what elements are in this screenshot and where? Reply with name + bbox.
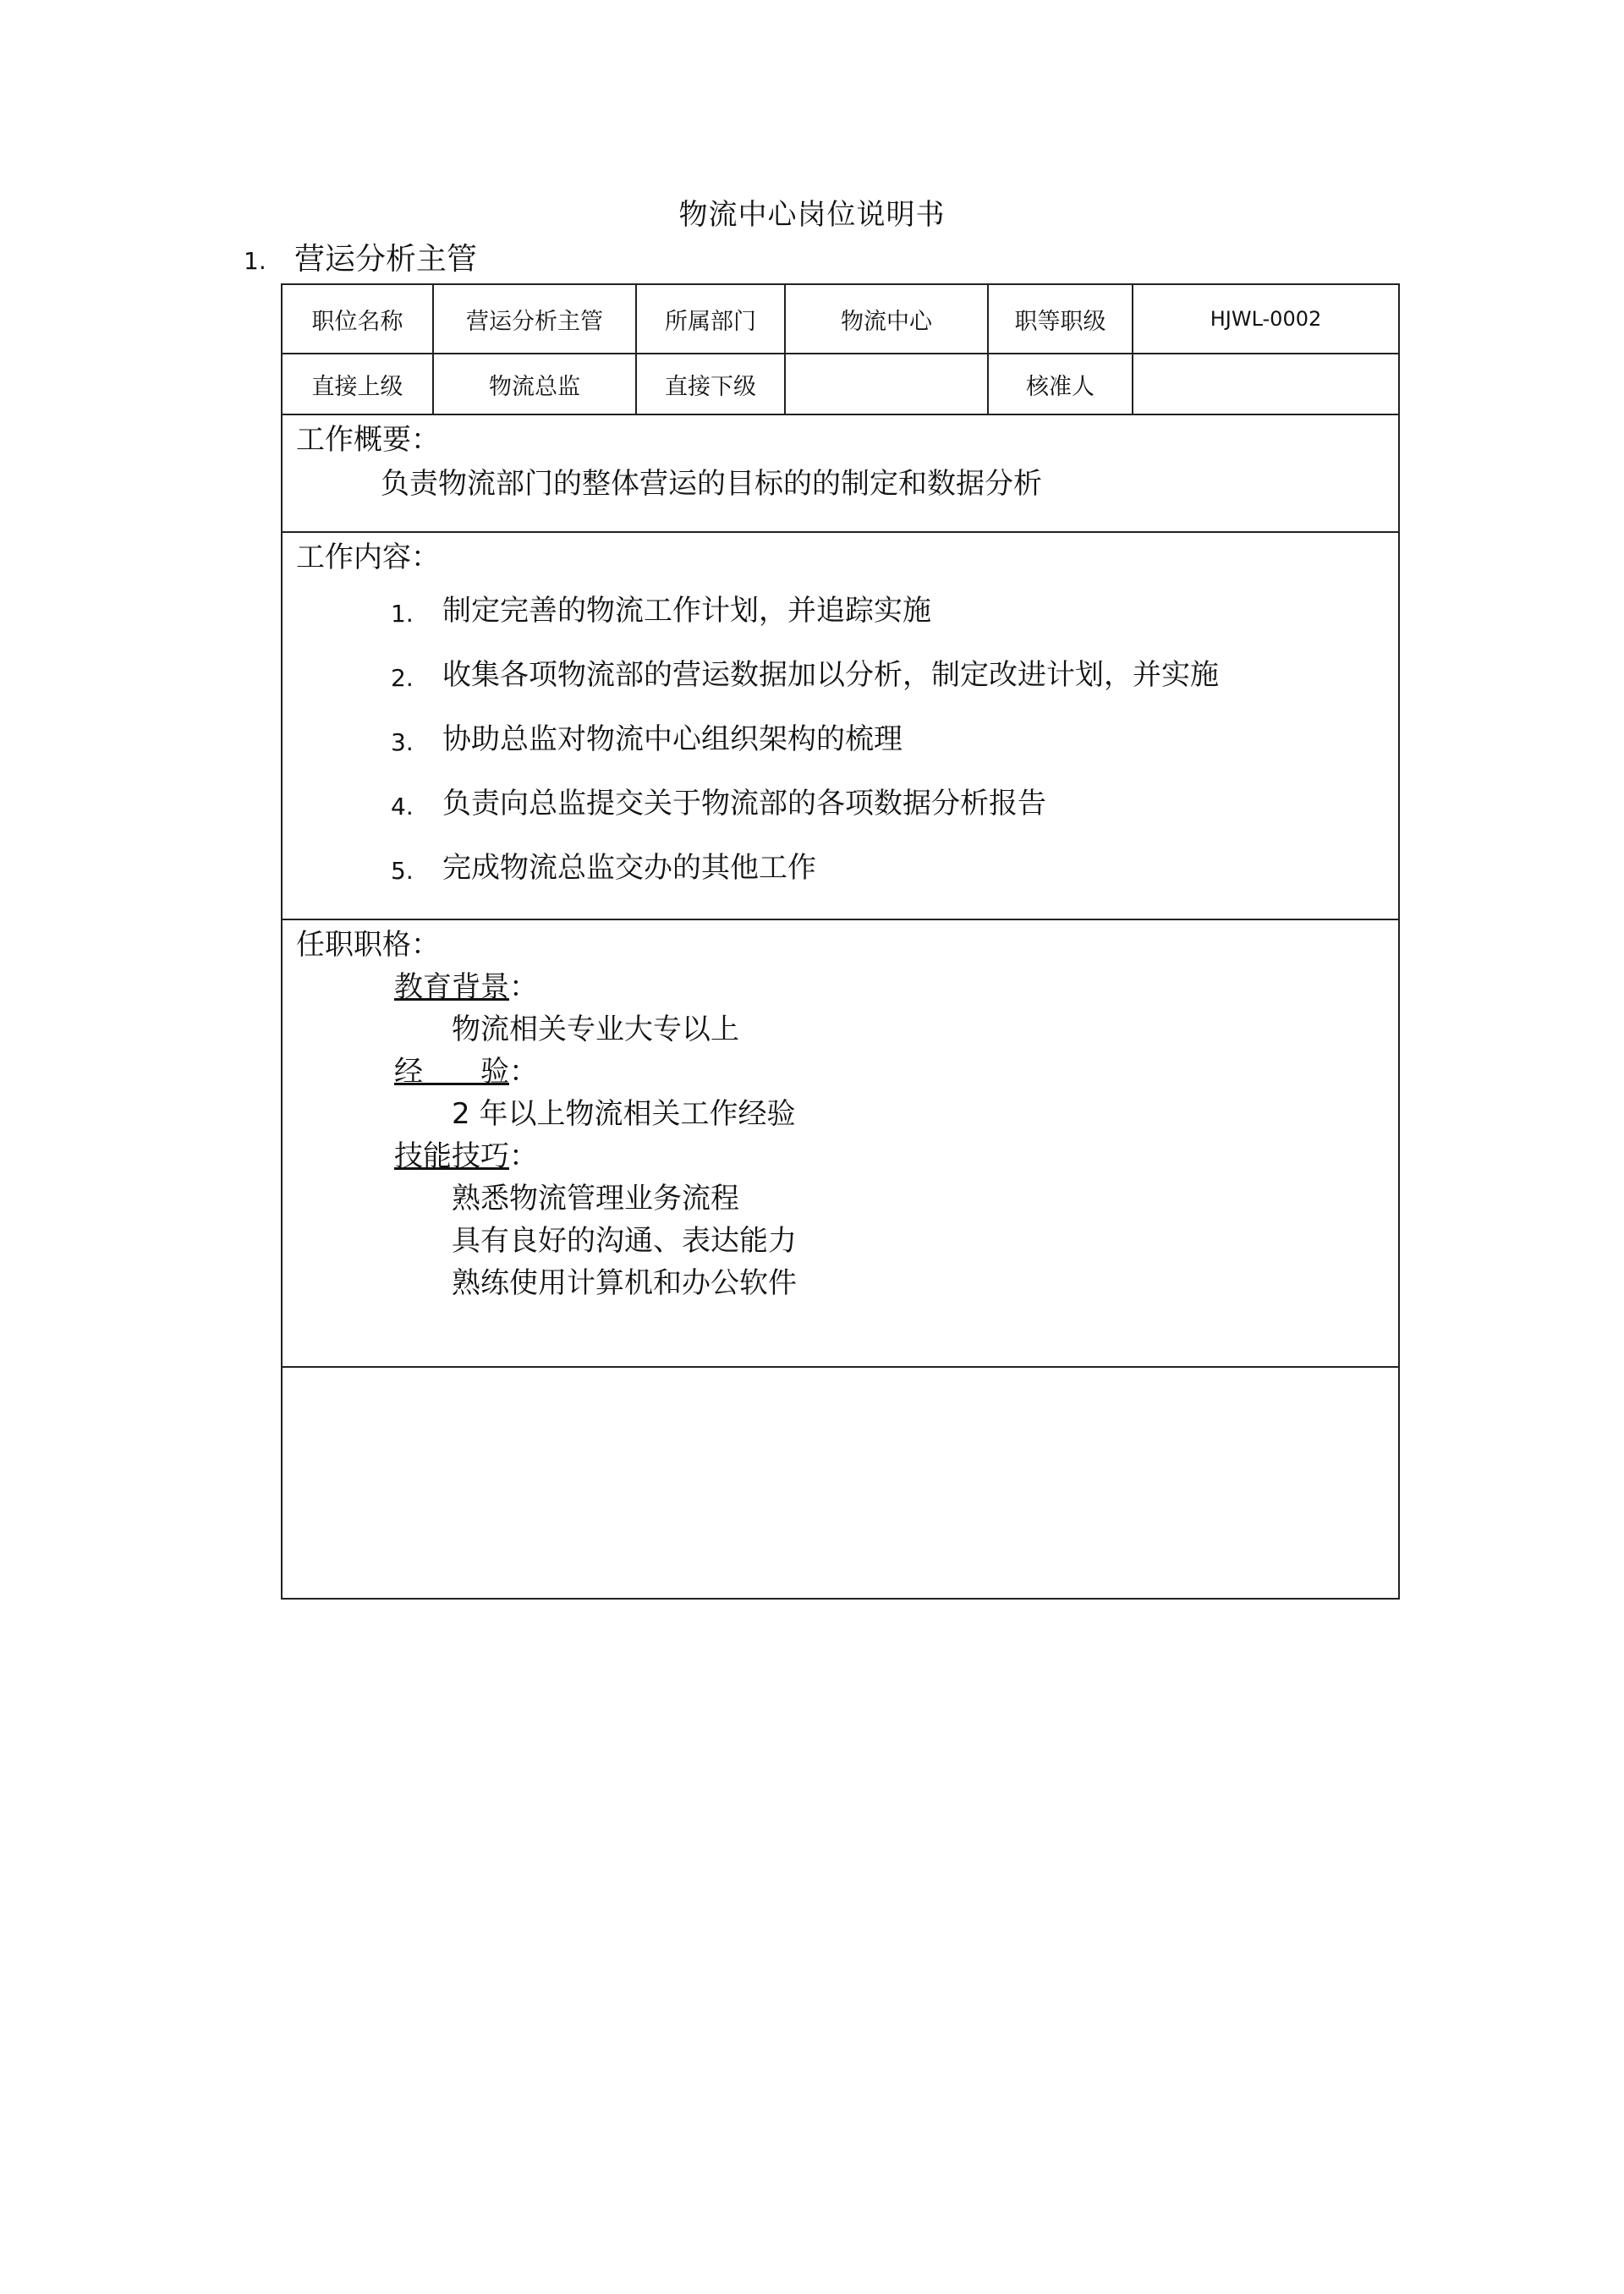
duties-label: 工作内容： [296,541,440,574]
summary-row [282,414,1399,532]
duty-number: 4. [391,793,414,820]
grade-value: HJWL-0002 [1133,284,1399,354]
experience-colon: ： [509,1055,538,1089]
summary-text: 负责物流部门的整体营运的目标的的制定和数据分析 [381,467,1042,501]
experience-label-line [296,1051,1398,1093]
education-colon: ： [509,970,538,1004]
duty-item [296,590,1398,655]
duties-list [296,590,1398,912]
duties-row [282,532,1399,919]
header-row-2 [282,354,1399,414]
position-name-label: 职位名称 [282,284,433,354]
duty-number: 2. [391,664,414,692]
duty-text: 完成物流总监交办的其他工作 [442,851,816,885]
experience-label: 经 验 [394,1055,509,1089]
experience-value: 2 年以上物流相关工作经验 [452,1097,796,1131]
qualifications-cell [282,919,1399,1367]
duty-text: 负责向总监提交关于物流部的各项数据分析报告 [442,787,1046,820]
department-value: 物流中心 [785,284,988,354]
duty-item [296,655,1398,719]
subordinate-label: 直接下级 [636,354,785,414]
education-label-line [296,966,1398,1008]
duty-number: 5. [391,857,414,885]
duty-item [296,783,1398,848]
duty-text: 收集各项物流部的营运数据加以分析，制定改进计划，并实施 [442,658,1219,692]
skills-label: 技能技巧 [394,1139,509,1173]
skills-label-line [296,1135,1398,1177]
duty-number: 1. [391,600,414,628]
skill-item: 熟悉物流管理业务流程 [452,1182,739,1216]
section-heading [244,239,477,283]
section-number: 1. [244,247,266,275]
section-title: 营运分析主管 [294,242,478,277]
superior-value: 物流总监 [433,354,636,414]
blank-cell [282,1367,1399,1599]
duty-text: 制定完善的物流工作计划，并追踪实施 [442,594,931,628]
subordinate-value [785,354,988,414]
document-title: 物流中心岗位说明书 [678,198,946,232]
superior-label: 直接上级 [282,354,433,414]
skills-colon: ： [509,1139,538,1173]
blank-row [282,1367,1399,1599]
approver-label: 核准人 [988,354,1133,414]
education-label: 教育背景 [394,970,509,1004]
approver-value [1133,354,1399,414]
duties-cell [282,532,1399,919]
header-row-1 [282,284,1399,354]
job-description-table [281,283,1400,1600]
duty-text: 协助总监对物流中心组织架构的梳理 [442,722,903,756]
summary-cell [282,414,1399,532]
summary-label: 工作概要： [296,423,440,457]
duty-number: 3. [391,728,414,756]
grade-label: 职等职级 [988,284,1133,354]
duty-item [296,848,1398,912]
duty-item [296,719,1398,783]
education-value: 物流相关专业大专以上 [452,1013,739,1046]
qualifications-label: 任职职格： [296,928,440,962]
position-name-value: 营运分析主管 [433,284,636,354]
department-label: 所属部门 [636,284,785,354]
skill-item: 熟练使用计算机和办公软件 [452,1266,797,1300]
qualifications-row [282,919,1399,1367]
skill-item: 具有良好的沟通、表达能力 [452,1224,797,1258]
